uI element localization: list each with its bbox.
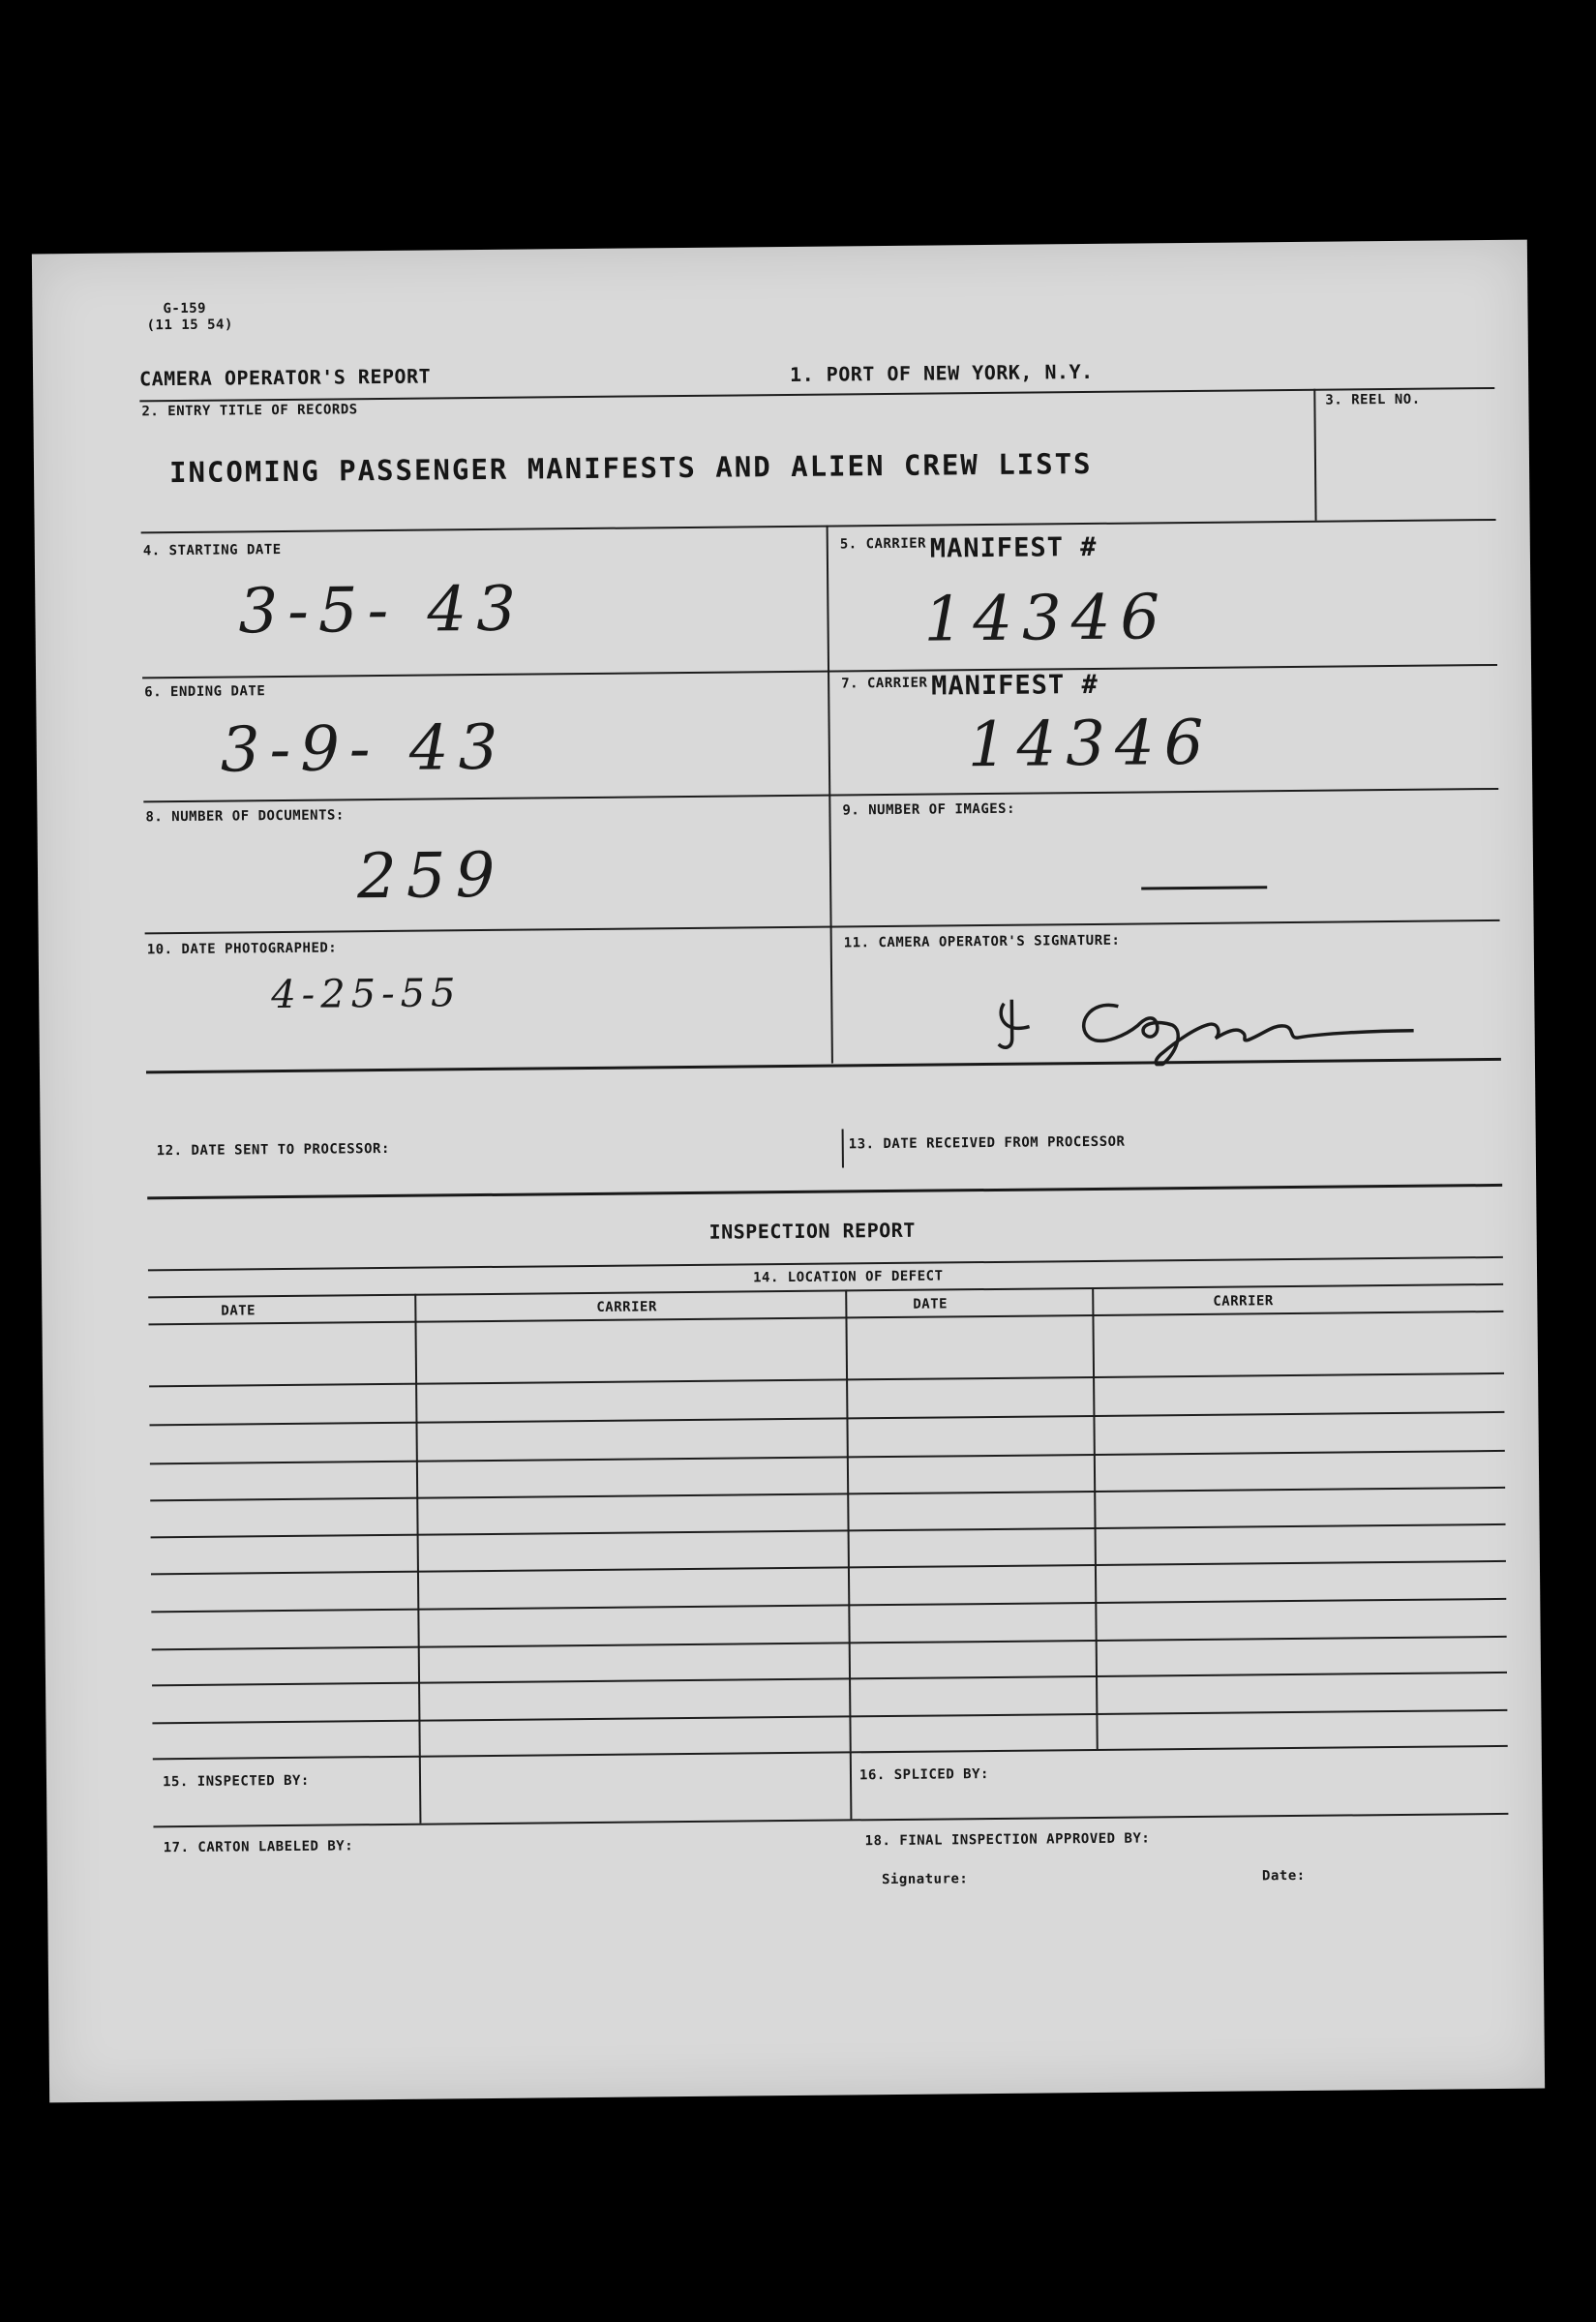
divider: [141, 519, 1496, 533]
reel-no-label: 3. REEL NO.: [1325, 391, 1421, 408]
ending-date-label: 6. ENDING DATE: [144, 683, 266, 701]
form-revision: (11 15 54): [146, 317, 233, 334]
table-row-line: [152, 1672, 1507, 1686]
ending-date-value: 3-9- 43: [220, 711, 508, 787]
documents-value: 259: [356, 839, 505, 914]
divider: [153, 1813, 1508, 1827]
images-dash: [1141, 886, 1267, 890]
table-row-line: [151, 1598, 1506, 1613]
table-row-line: [151, 1560, 1506, 1575]
carrier-end-value: 14346: [967, 707, 1214, 782]
table-row-line: [148, 1311, 1503, 1325]
inspection-report-title: INSPECTION REPORT: [708, 1218, 916, 1244]
carrier-label: 5. CARRIER: [839, 535, 927, 553]
starting-date-label: 4. STARTING DATE: [142, 541, 282, 559]
location-of-defect-label: 14. LOCATION OF DEFECT: [752, 1268, 944, 1286]
manifest-heading: MANIFEST #: [929, 531, 1098, 564]
record-title-value: INCOMING PASSENGER MANIFESTS AND ALIEN CREW LISTS: [168, 446, 1093, 490]
date-sent-label: 12. DATE SENT TO PROCESSOR:: [156, 1140, 390, 1160]
table-column-line: [414, 1294, 421, 1756]
table-row-line: [152, 1709, 1507, 1724]
record-title-label: 2. ENTRY TITLE OF RECORDS: [141, 402, 358, 420]
date-received-label: 13. DATE RECEIVED FROM PROCESSOR: [848, 1133, 1126, 1153]
table-column-line: [845, 1289, 852, 1751]
carrier-start-value: 14346: [923, 582, 1170, 656]
carrier-label: 7. CARRIER: [841, 675, 928, 692]
table-row-line: [149, 1411, 1504, 1426]
divider: [142, 664, 1497, 679]
table-column-line: [1092, 1287, 1099, 1749]
divider: [143, 788, 1498, 802]
column-header-carrier: CARRIER: [1213, 1293, 1274, 1310]
divider: [145, 920, 1500, 934]
divider: [148, 1283, 1503, 1298]
spliced-by-label: 16. SPLICED BY:: [858, 1766, 990, 1784]
signature-label: 11. CAMERA OPERATOR'S SIGNATURE:: [843, 932, 1121, 951]
divider: [1313, 389, 1316, 521]
divider: [842, 1129, 844, 1167]
operator-signature: [982, 967, 1419, 1068]
final-inspection-label: 18. FINAL INSPECTION APPROVED BY:: [864, 1830, 1151, 1850]
port-field: 1. PORT OF NEW YORK, N.Y.: [789, 359, 1094, 386]
table-row-line: [150, 1450, 1505, 1464]
table-row-line: [151, 1523, 1506, 1538]
column-header-date: DATE: [913, 1296, 949, 1312]
column-header-carrier: CARRIER: [596, 1299, 657, 1315]
table-row-line: [152, 1636, 1507, 1650]
table-row-line: [150, 1487, 1505, 1501]
date-photographed-label: 10. DATE PHOTOGRAPHED:: [146, 940, 338, 958]
form-number: G-159: [163, 300, 207, 317]
images-label: 9. NUMBER OF IMAGES:: [842, 800, 1016, 819]
column-header-date: DATE: [221, 1303, 256, 1319]
manifest-heading: MANIFEST #: [931, 669, 1099, 702]
documents-label: 8. NUMBER OF DOCUMENTS:: [145, 807, 345, 826]
divider: [139, 387, 1494, 402]
divider: [419, 1756, 422, 1824]
carton-labeled-by-label: 17. CARTON LABELED BY:: [163, 1838, 354, 1856]
date-photographed-value: 4-25-55: [271, 971, 462, 1018]
form-title: CAMERA OPERATOR'S REPORT: [138, 364, 432, 391]
report-page: [32, 240, 1545, 2103]
divider: [146, 1058, 1501, 1073]
date-field-label: Date:: [1261, 1867, 1306, 1885]
divider: [147, 1184, 1502, 1199]
starting-date-value: 3-5- 43: [238, 573, 527, 648]
table-row-line: [153, 1745, 1508, 1760]
table-row-line: [149, 1372, 1504, 1387]
inspected-by-label: 15. INSPECTED BY:: [162, 1772, 310, 1791]
signature-field-label: Signature:: [881, 1871, 969, 1888]
divider: [850, 1751, 853, 1819]
